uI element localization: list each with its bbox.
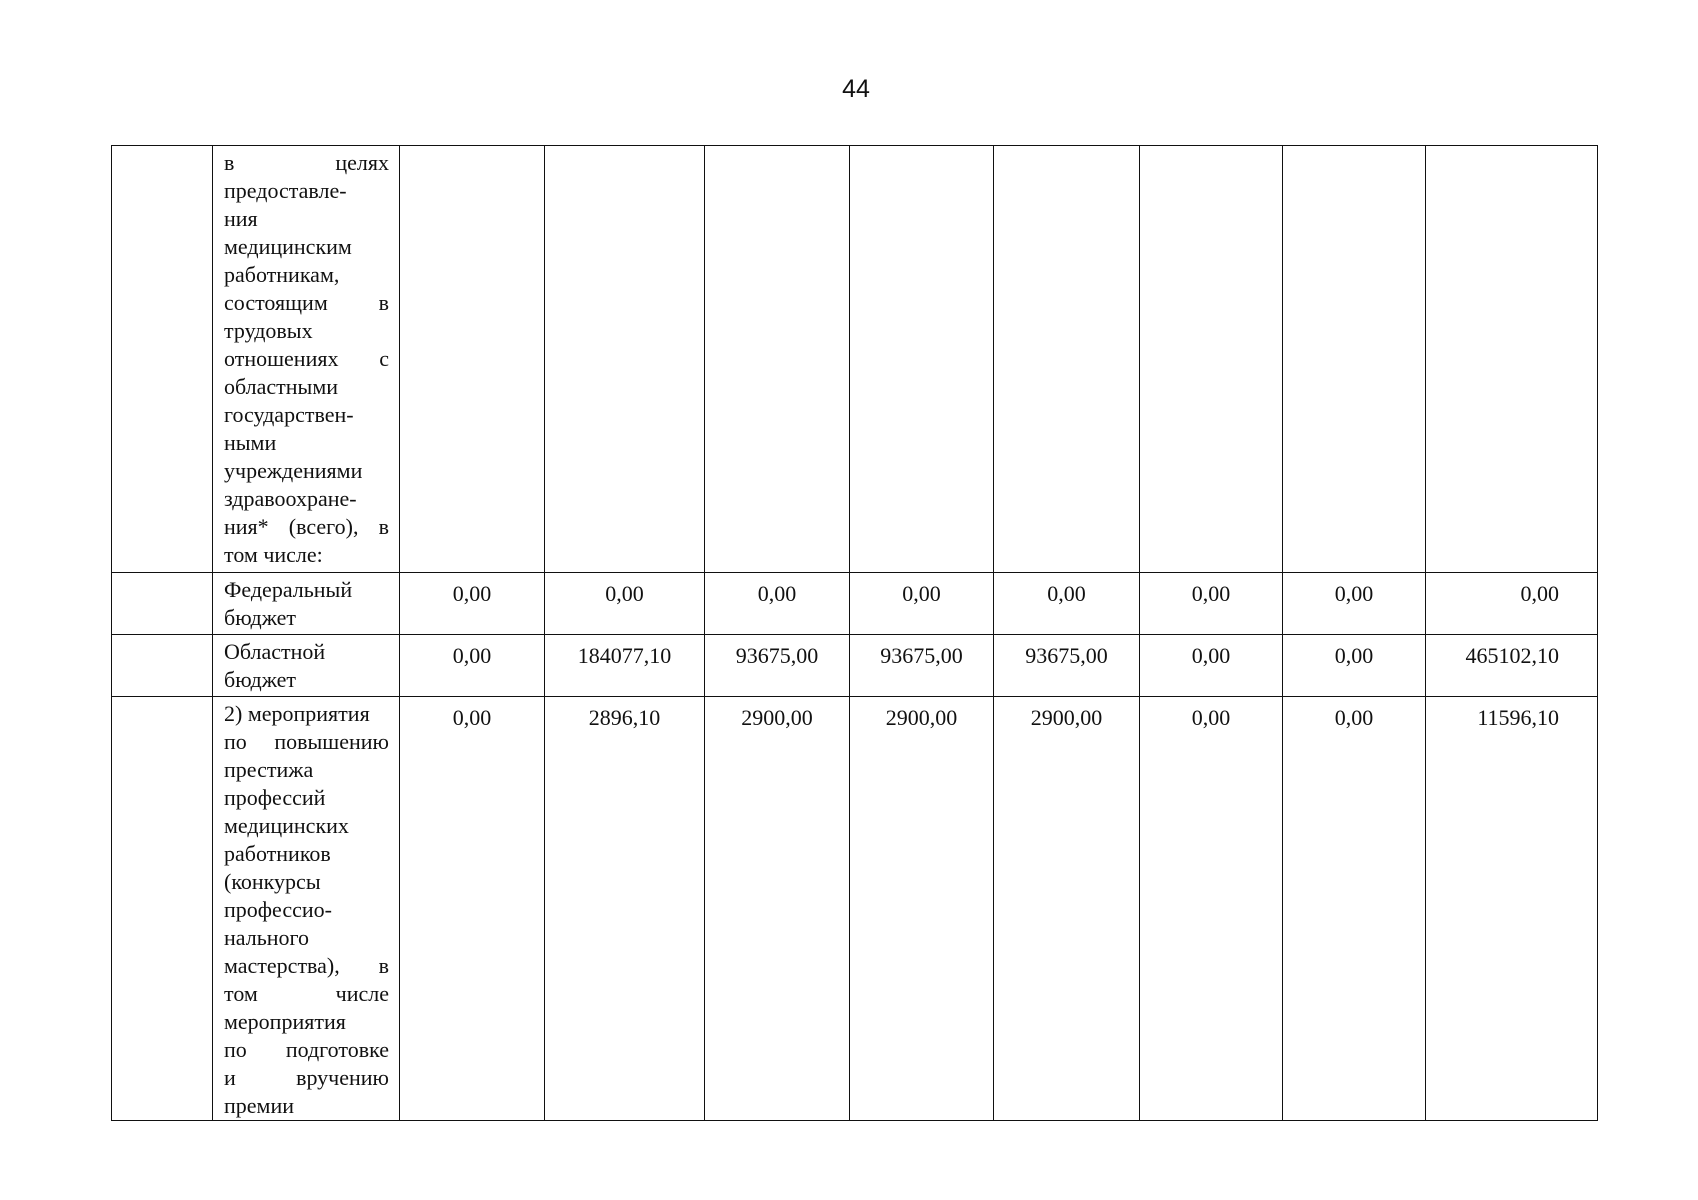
row-label-line: престижа: [224, 757, 314, 782]
row-number-cell: [112, 573, 213, 635]
row-number-cell: [112, 697, 213, 1121]
value-cell: 2900,00: [994, 697, 1140, 1121]
page-number: 44: [842, 75, 870, 103]
row-label-cell: [213, 573, 400, 635]
row-label-line: в целях: [224, 150, 389, 175]
value-cell: [994, 146, 1140, 573]
value-cell: 0,00: [1283, 635, 1426, 697]
value-cell: 2896,10: [545, 697, 705, 1121]
table-row-federal: [112, 573, 1598, 635]
row-number-cell: [112, 146, 213, 573]
row-label-line: здравоохране-: [224, 486, 357, 511]
row-label-line: бюджет: [224, 667, 296, 692]
budget-table: [111, 145, 1598, 1121]
value-cell: 0,00: [1283, 697, 1426, 1121]
table-row-regional: [112, 635, 1598, 697]
value-cell: 0,00: [850, 573, 994, 635]
value-cell: 0,00: [400, 697, 545, 1121]
value-cell: 93675,00: [705, 635, 850, 697]
row-label-line: состоящим в: [224, 290, 389, 315]
row-label-line: областными: [224, 374, 339, 399]
row-label-cell: [213, 635, 400, 697]
row-label-line: по повышению: [224, 729, 389, 754]
total-value-cell: 465102,10: [1426, 635, 1598, 697]
row-label-line: ния: [224, 206, 258, 231]
table-row-events: [112, 697, 1598, 1121]
row-label-line: Областной: [224, 639, 326, 664]
row-label-line: работникам,: [224, 262, 340, 287]
value-cell: 0,00: [400, 635, 545, 697]
row-label-line: государствен-: [224, 402, 354, 427]
row-label-line: и вручению: [224, 1065, 389, 1090]
row-label-cell: [213, 146, 400, 573]
value-cell: [705, 146, 850, 573]
row-label-line: предоставле-: [224, 178, 347, 203]
row-number-cell: [112, 635, 213, 697]
value-cell: 0,00: [400, 573, 545, 635]
row-label-line: учреждениями: [224, 458, 363, 483]
total-value-cell: 0,00: [1426, 573, 1598, 635]
value-cell: 0,00: [994, 573, 1140, 635]
value-cell: [545, 146, 705, 573]
value-cell: 0,00: [1283, 573, 1426, 635]
row-label-line: ными: [224, 430, 277, 455]
row-label-line: медицинским: [224, 234, 352, 259]
value-cell: [1140, 146, 1283, 573]
row-label-line: медицинских: [224, 813, 349, 838]
table-body: [112, 146, 1598, 1121]
row-label-line: трудовых: [224, 318, 313, 343]
row-label-line: 2) мероприятия: [224, 701, 370, 726]
row-label-line: по подготовке: [224, 1037, 389, 1062]
value-cell: 0,00: [1140, 573, 1283, 635]
value-cell: 2900,00: [705, 697, 850, 1121]
row-label-line: премии: [224, 1093, 295, 1118]
row-label-line: профессио-: [224, 897, 332, 922]
table-row-intro: [112, 146, 1598, 573]
row-label-line: бюджет: [224, 605, 296, 630]
row-label-cell: [213, 697, 400, 1121]
row-label-line: ния* (всего), в: [224, 514, 389, 539]
value-cell: 2900,00: [850, 697, 994, 1121]
row-label-line: мастерства), в: [224, 953, 389, 978]
row-label-line: том числе:: [224, 542, 323, 567]
row-label-line: том числе: [224, 981, 389, 1006]
value-cell: [850, 146, 994, 573]
row-label-line: мероприятия: [224, 1009, 346, 1034]
row-label-line: работников: [224, 841, 331, 866]
row-label-line: Федеральный: [224, 577, 353, 602]
value-cell: [400, 146, 545, 573]
value-cell: 0,00: [545, 573, 705, 635]
row-label-line: отношениях с: [224, 346, 389, 371]
row-label-line: нального: [224, 925, 309, 950]
value-cell: [1283, 146, 1426, 573]
total-value-cell: 11596,10: [1426, 697, 1598, 1121]
value-cell: 93675,00: [850, 635, 994, 697]
value-cell: 184077,10: [545, 635, 705, 697]
value-cell: 0,00: [1140, 697, 1283, 1121]
row-label-line: профессий: [224, 785, 326, 810]
value-cell: 93675,00: [994, 635, 1140, 697]
value-cell: 0,00: [705, 573, 850, 635]
value-cell: 0,00: [1140, 635, 1283, 697]
total-value-cell: [1426, 146, 1598, 573]
row-label-line: (конкурсы: [224, 869, 321, 894]
